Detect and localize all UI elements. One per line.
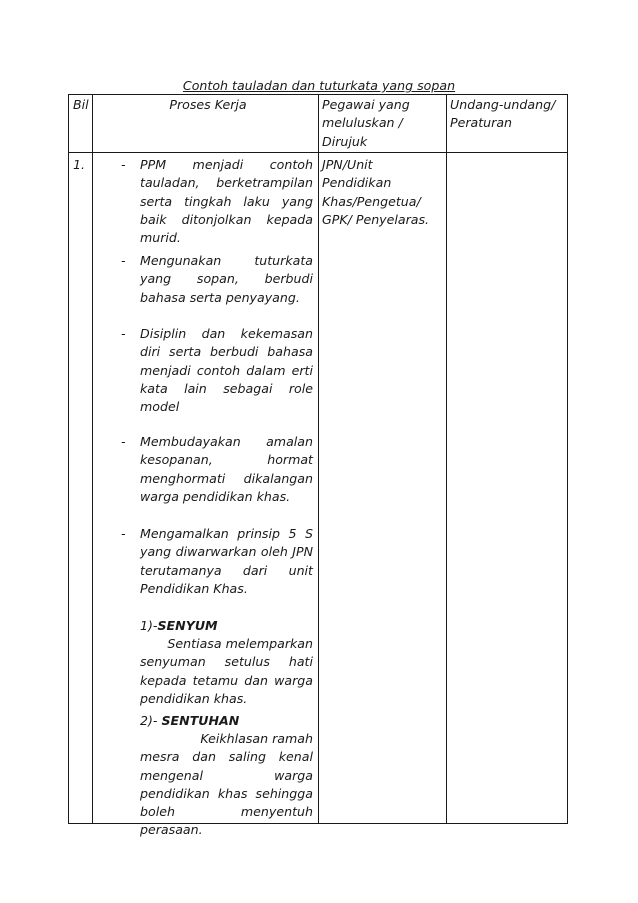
process-item: Membudayakan amalan kesopanan, hormat menghormati dikalangan warga pendidikan khas. [140, 434, 313, 504]
header-divider [69, 152, 567, 153]
process-table [68, 94, 568, 838]
sub-item-rest: mesra dan saling kenal mengenal warga pendidikan khas sehingga boleh menyentuh perasaan. [140, 749, 313, 838]
bullet-dash: - [121, 253, 126, 268]
bullet-dash: - [121, 157, 126, 172]
sub-item-name: SENYUM [157, 618, 218, 633]
sub-item-name: SENTUHAN [161, 713, 240, 728]
sub-item-heading [140, 712, 239, 730]
column-divider [92, 95, 93, 823]
header-bil: Bil [73, 97, 89, 112]
column-divider [446, 95, 447, 823]
process-item: Mengunakan tuturkata yang sopan, berbudi bahasa serta penyayang. [140, 253, 313, 305]
sub-item-prefix: 2)- [140, 713, 162, 728]
column-divider [318, 95, 319, 823]
bullet-dash: - [121, 434, 126, 449]
sub-item-first-line: Sentiasa melemparkan [167, 636, 313, 651]
sub-item-rest: senyuman setulus hati kepada tetamu dan warga pendidikan khas. [140, 654, 313, 706]
process-item: PPM menjadi contoh tauladan, berketrampilan serta tingkah laku yang baik ditonjolkan kepada murid. [140, 157, 313, 246]
sub-item-body [140, 730, 313, 840]
row-number: 1. [73, 157, 86, 172]
process-item: Mengamalkan prinsip 5 S yang diwarwarkan oleh JPN terutamanya dari unit Pendidikan Khas. [140, 526, 313, 596]
sub-item-body [140, 635, 313, 708]
pegawai-value: JPN/Unit Pendidikan Khas/Pengetua/ GPK/ Penyelaras. [322, 157, 430, 227]
process-item: Disiplin dan kekemasan diri serta berbudi bahasa menjadi contoh dalam erti kata lain sebagai role model [140, 326, 313, 415]
sub-item-prefix: 1)- [140, 618, 158, 633]
header-pegawai: Pegawai yang meluluskan / Dirujuk [322, 97, 410, 149]
bullet-dash: - [121, 326, 126, 341]
header-proses-kerja: Proses Kerja [169, 97, 247, 112]
bullet-dash: - [121, 526, 126, 541]
sub-item-heading [140, 617, 218, 635]
header-undang-undang: Undang-undang/ Peraturan [450, 97, 556, 131]
sub-item-first-line: Keikhlasan ramah [200, 731, 313, 746]
document-title: Contoh tauladan dan tuturkata yang sopan [182, 78, 456, 93]
